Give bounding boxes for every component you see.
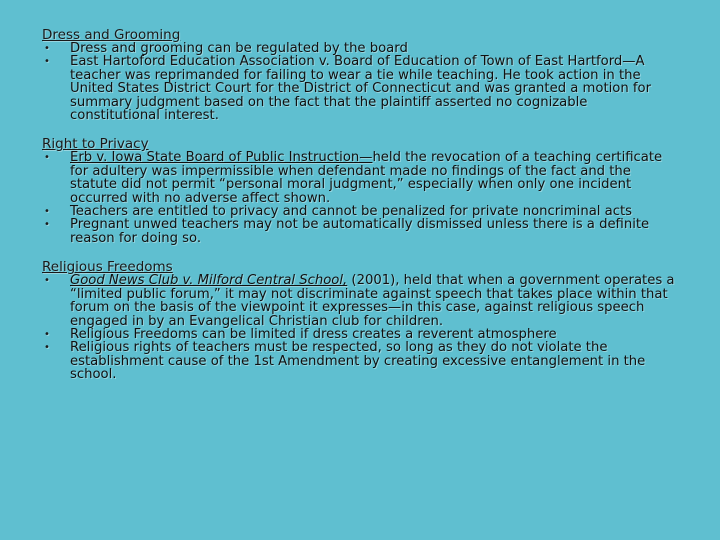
bullet-icon: • (44, 152, 50, 164)
item-text: Religious Freedoms can be limited if dress creates a reverent atmosphere (70, 326, 557, 342)
section-heading: Dress and Grooming (42, 27, 181, 43)
bullet-icon: • (44, 328, 50, 340)
list-item (42, 218, 680, 245)
list-item (42, 274, 680, 328)
item-text: held the revocation of a teaching certificate for adultery was impermissible when defendant made no findings of the fact and the statute did not permit “personal moral judgment,” especially when only one incident occurred with no adverse affect shown. (70, 150, 663, 206)
item-text: Teachers are entitled to privacy and cannot be penalized for private noncriminal acts (70, 204, 633, 220)
bullet-icon: • (44, 342, 50, 354)
item-text: (2001), held that when a government operates a “limited public forum,” it may not discriminate against speech that takes place within that forum on the basis of the viewpoint it expresses—in this case, against religious speech engaged in by an Evangelical Christian club for children. (70, 273, 675, 329)
bullet-icon: • (44, 219, 50, 231)
section-dress-and-grooming (42, 28, 680, 122)
list-item (42, 42, 680, 55)
bullet-list (42, 42, 680, 122)
case-name-link[interactable]: Good News Club v. Milford Central School, (70, 273, 348, 289)
list-item (42, 205, 680, 218)
list-item (42, 341, 680, 381)
item-text: Pregnant unwed teachers may not be automatically dismissed unless there is a definite reason for doing so. (70, 217, 650, 246)
bullet-list (42, 151, 680, 245)
case-name-link[interactable]: Erb v. Iowa State Board of Public Instruction— (70, 150, 373, 166)
bullet-icon: • (44, 275, 50, 287)
item-text: Religious rights of teachers must be respected, so long as they do not violate the establishment cause of the 1st Amendment by creating excessive entanglement in the school. (70, 340, 646, 383)
list-item (42, 55, 680, 122)
bullet-icon: • (44, 43, 50, 54)
bullet-icon: • (44, 56, 50, 68)
bullet-icon: • (44, 206, 50, 218)
list-item (42, 328, 680, 341)
bullet-list (42, 274, 680, 381)
section-heading: Right to Privacy (42, 136, 149, 153)
item-text: Dress and grooming can be regulated by the board (70, 41, 408, 56)
list-item (42, 151, 680, 205)
item-text: East Hartoford Education Association v. Board of Education of Town of East Hartford—A teacher was reprimanded for failing to wear a tie while teaching. He took action in the United States District Court for the District of Connecticut and was granted a motion for summary judgment based on the fact that the plaintiff asserted no cognizable constitutional interest. (70, 54, 652, 124)
section-right-to-privacy (42, 137, 680, 245)
section-religious-freedoms (42, 260, 680, 381)
section-heading: Religious Freedoms (42, 259, 173, 276)
